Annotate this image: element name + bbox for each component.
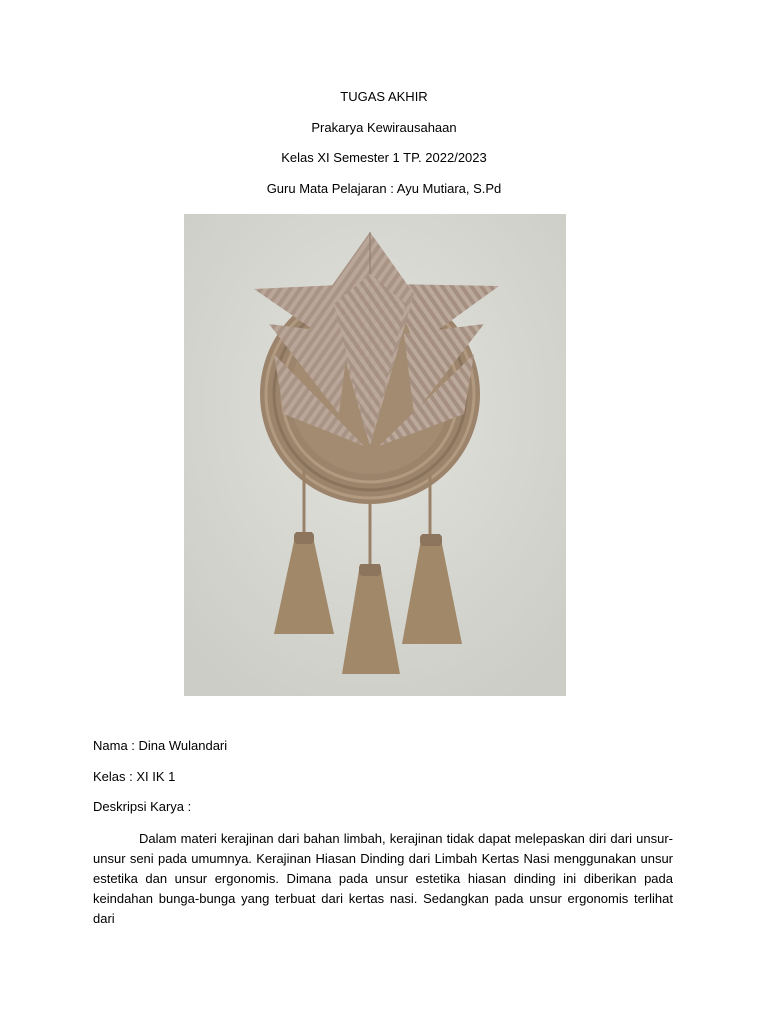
class-semester-line: Kelas XI Semester 1 TP. 2022/2023 (281, 150, 487, 165)
student-class: Kelas : XI IK 1 (93, 769, 176, 784)
document-title: TUGAS AKHIR (340, 89, 428, 104)
description-paragraph (93, 829, 673, 929)
subject-line: Prakarya Kewirausahaan (311, 120, 457, 135)
craft-photo (184, 214, 566, 696)
description-heading: Deskripsi Karya : (93, 799, 192, 814)
teacher-line: Guru Mata Pelajaran : Ayu Mutiara, S.Pd (266, 181, 502, 196)
student-name: Nama : Dina Wulandari (93, 738, 228, 753)
description-text: Dalam materi kerajinan dari bahan limbah, kerajinan tidak dapat melepaskan diri dari unsur-unsur seni pada umumnya. Kerajinan Hiasan Dinding dari Limbah Kertas Nasi menggunakan unsur estetika dan unsur ergonomis. Dimana pada unsur estetika hiasan dinding ini diberikan pada keindahan bunga-bunga yang terbuat dari kertas nasi. Sedangkan pada unsur ergonomis terlihat dari (93, 831, 673, 926)
